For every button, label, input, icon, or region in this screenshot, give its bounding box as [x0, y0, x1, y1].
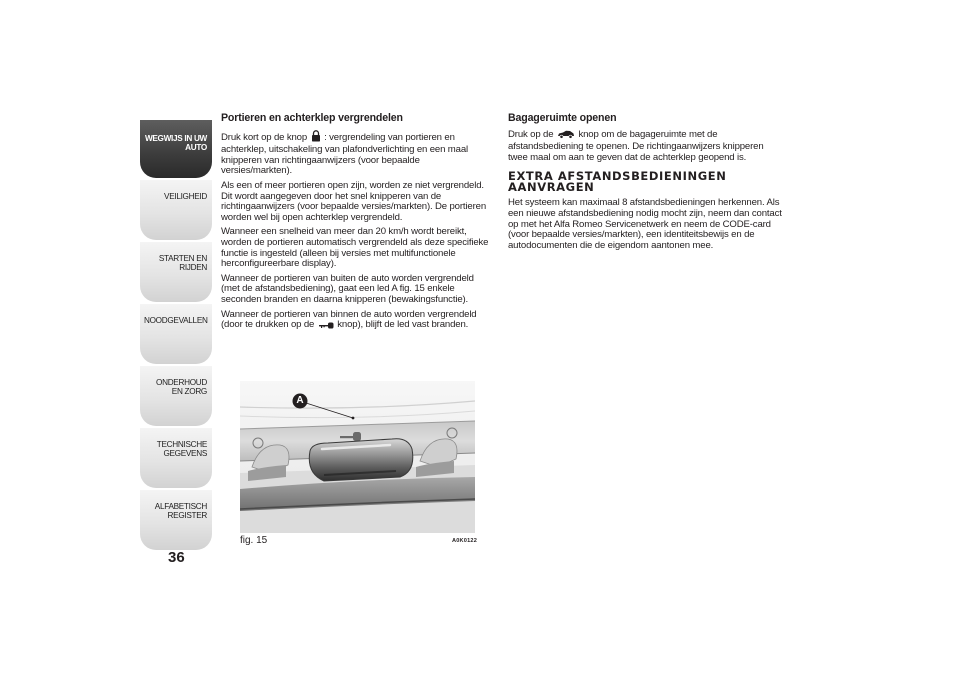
paragraph: Wanneer een snelheid van meer dan 20 km/h wordt bereikt, worden de portieren automatisch vergrendeld als deze specifieke functie is ingesteld (alleen bij versies met multifunctionele herconfigureerbare display).: [221, 226, 489, 270]
door-handle-illustration: [240, 381, 475, 533]
tab-label: STARTEN EN RIJDEN: [158, 254, 207, 272]
tab-label: NOODGEVALLEN: [144, 316, 208, 325]
lock-icon: [311, 130, 321, 146]
paragraph-text: knop), blijft de led vast branden.: [337, 319, 469, 331]
paragraph: [221, 310, 493, 333]
tab-starten-en-rijden[interactable]: [140, 242, 212, 302]
tab-label: VEILIGHEID: [164, 192, 207, 201]
page-number: 36: [168, 549, 185, 566]
tab-label: ONDERHOUD EN ZORG: [156, 378, 207, 396]
section-heading-extra-remotes: EXTRA AFSTANDSBEDIENINGEN AANVRAGEN: [508, 169, 727, 195]
paragraph: Als een of meer portieren open zijn, worden ze niet vergrendeld. Dit wordt aangegeven door het snel knipperen van de richtingaanwijzers (voor bepaalde versies/markten). De portieren worden wel bij open achterklep vergrendeld.: [221, 179, 487, 223]
paragraph-text: Wanneer de portieren van binnen de auto worden vergrendeld (door te drukken op de: [221, 308, 477, 331]
paragraph-text: : vergrendeling van portieren en achterklep, uitschakeling van plafondverlichting en een maal knipperen van richtingaanwijzers (voor bepaalde versies/markten).: [221, 131, 468, 177]
paragraph: Het systeem kan maximaal 8 afstandsbedieningen herkennen. Als een nieuwe afstandsbediening nodig mocht zijn, neem dan contact op met het Alfa Romeo Servicenetwerk en neem de CODE-card (voor bepaalde versies/markten), een identiteitsbewijs en de autodocumenten die de eigendom aantonen mee.: [508, 197, 782, 251]
tab-noodgevallen[interactable]: [140, 304, 212, 364]
right-column: [508, 113, 782, 255]
chapter-tabs: [140, 120, 212, 552]
left-column: [221, 113, 493, 337]
tab-technische-gegevens[interactable]: [140, 428, 212, 488]
figure-code: A0K0122: [452, 538, 478, 544]
figure-door-handle: [240, 381, 475, 533]
paragraph: [508, 130, 782, 164]
callout-label-a: A: [296, 395, 304, 406]
paragraph-text: Druk op de: [508, 128, 554, 140]
tab-label: TECHNISCHE GEGEVENS: [156, 440, 207, 458]
tab-alfabetisch-register[interactable]: [140, 490, 212, 550]
tab-label: ALFABETISCH REGISTER: [154, 502, 207, 520]
tab-veiligheid[interactable]: [140, 180, 212, 240]
paragraph: Wanneer de portieren van buiten de auto worden vergrendeld (met de afstandsbediening), gaat een led A fig. 15 enkele seconden branden en daarna knipperen (bewakingsfunctie).: [221, 272, 474, 305]
key-icon: [318, 321, 334, 333]
section-heading-trunk: Bagageruimte openen: [508, 112, 617, 124]
figure-caption: fig. 15: [240, 535, 268, 546]
tab-label: WEGWIJS IN UW AUTO: [144, 134, 207, 152]
paragraph-text: Druk kort op de knop: [221, 131, 308, 143]
paragraph: [221, 130, 493, 177]
paragraph-text: knop om de bagageruimte met de afstandsbediening te openen. De richtingaanwijzers knipperen twee maal om aan te geven dat de achterklep geopend is.: [508, 128, 764, 163]
tab-onderhoud-en-zorg[interactable]: [140, 366, 212, 426]
section-heading-lock: Portieren en achterklep vergrendelen: [221, 112, 403, 124]
tab-wegwijs-in-uw-auto[interactable]: [140, 120, 212, 178]
